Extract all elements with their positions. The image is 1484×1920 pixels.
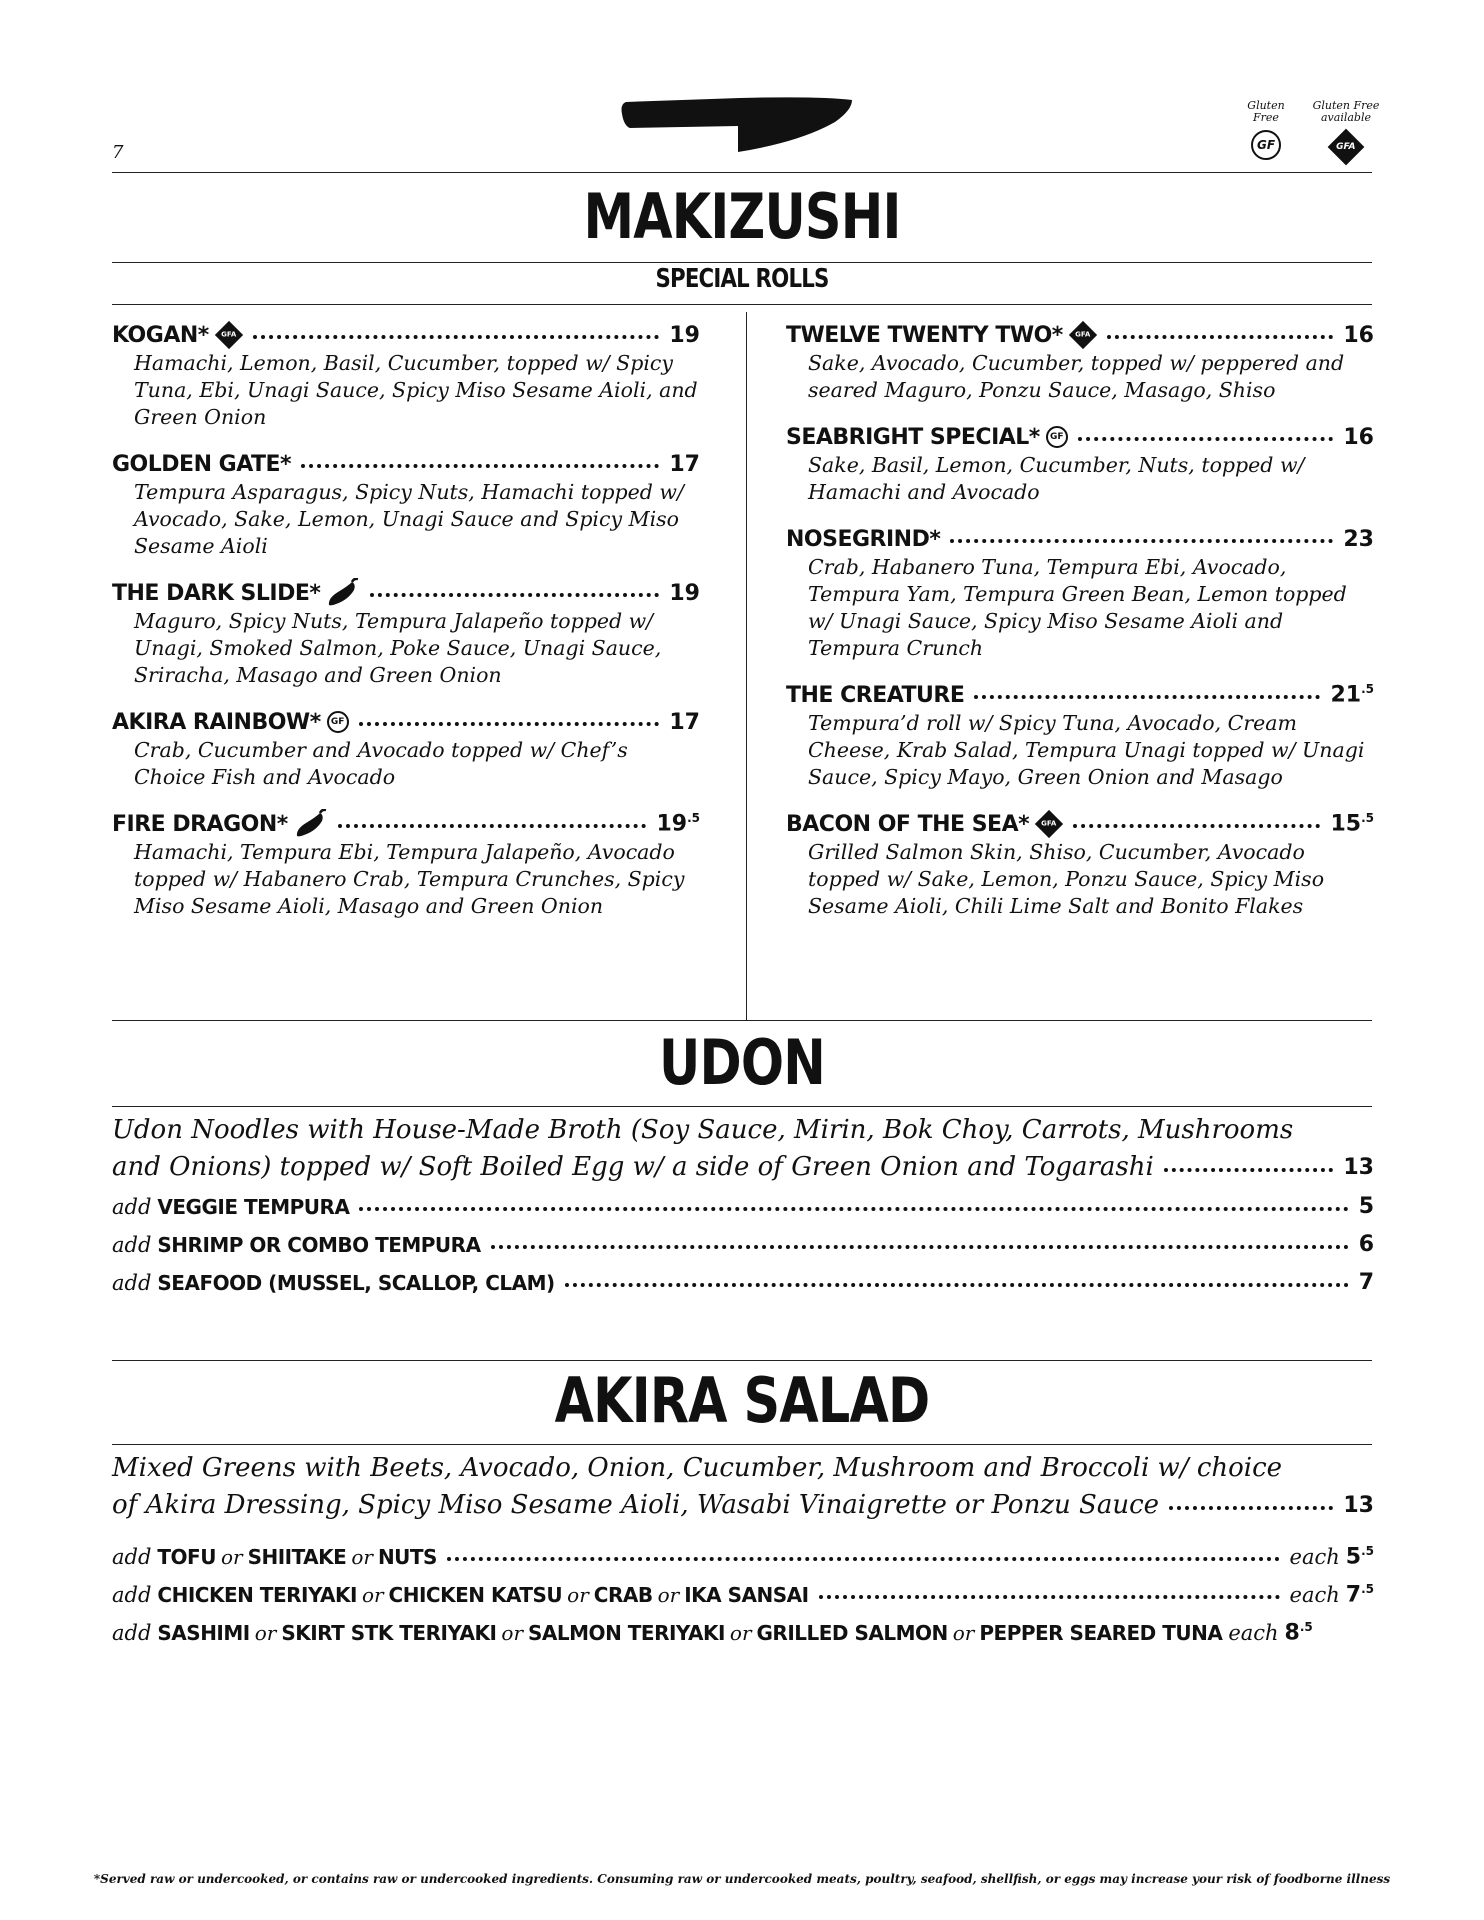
item-name: KOGAN* <box>112 322 209 348</box>
menu-item <box>112 578 700 689</box>
special-rolls-subtitle: SPECIAL ROLLS <box>655 264 829 294</box>
knife-icon <box>620 92 856 154</box>
item-name: NOSEGRIND* <box>786 526 941 552</box>
rolls-left-column <box>112 320 700 938</box>
item-price: 16 <box>1343 322 1374 348</box>
udon-addon: add SHRIMP OR COMBO TEMPURA 6 <box>112 1232 1374 1257</box>
menu-item <box>112 449 700 560</box>
item-description: Tempura’d roll w/ Spicy Tuna, Avocado, Cream Cheese, Krab Salad, Tempura Unagi topped w/ Unagi Sauce, Spicy Mayo, Green Onion and Masago <box>808 711 1365 789</box>
item-price: 16 <box>1343 424 1374 450</box>
gfa-icon: GFA <box>1069 321 1097 349</box>
rolls-right-column <box>786 320 1374 938</box>
item-name: FIRE DRAGON* <box>112 811 288 837</box>
item-name: BACON OF THE SEA* <box>786 811 1030 837</box>
makizushi-title: MAKIZUSHI <box>583 180 901 253</box>
item-name: THE CREATURE <box>786 682 965 708</box>
salad-addon: add CHICKEN TERIYAKI or CHICKEN KATSU or CRAB or IKA SANSAI each $7^{.5}$ <box>112 1582 1374 1608</box>
menu-item <box>786 809 1374 920</box>
page-number: 7 <box>112 142 124 163</box>
item-price: $21^{.5}$ <box>1330 682 1374 708</box>
gfa-icon: GFA <box>1328 129 1365 166</box>
item-name: TWELVE TWENTY TWO* <box>786 322 1063 348</box>
salad-description: Mixed Greens with Beets, Avocado, Onion, Cucumber, Mushroom and Broccoli w/ choice of Akira Dressing, Spicy Miso Sesame Aioli, Wasabi Vinaigrette or Ponzu Sauce 13 <box>112 1450 1374 1524</box>
item-description: Hamachi, Tempura Ebi, Tempura Jalapeño, Avocado topped w/ Habanero Crab, Tempura Crunches, Spicy Miso Sesame Aioli, Masago and Green Onion <box>134 840 685 918</box>
udon-description: Udon Noodles with House-Made Broth (Soy Sauce, Mirin, Bok Choy, Carrots, Mushrooms and Onions) topped w/ Soft Boiled Egg w/ a side of Green Onion and Togarashi 13 <box>112 1112 1374 1186</box>
menu-item <box>112 707 700 791</box>
item-price: $15^{.5}$ <box>1330 811 1374 837</box>
item-description: Maguro, Spicy Nuts, Tempura Jalapeño topped w/ Unagi, Smoked Salmon, Poke Sauce, Unagi Sauce, Sriracha, Masago and Green Onion <box>134 609 662 687</box>
item-price: 17 <box>669 709 700 735</box>
gluten-free-available-legend <box>1306 100 1386 160</box>
gf-icon: GF <box>1251 130 1281 160</box>
udon-addon: add SEAFOOD (MUSSEL, SCALLOP, CLAM) 7 <box>112 1270 1374 1295</box>
salad-addon: add SASHIMI or SKIRT STK TERIYAKI or SALMON TERIYAKI or GRILLED SALMON or PEPPER SEARED TUNA each $8^{.5}$ <box>112 1620 1313 1646</box>
salad-price: 13 <box>1343 1493 1374 1518</box>
item-description: Sake, Avocado, Cucumber, topped w/ peppered and seared Maguro, Ponzu Sauce, Masago, Shiso <box>808 351 1345 402</box>
menu-item <box>786 524 1374 662</box>
item-name: AKIRA RAINBOW* <box>112 709 321 735</box>
item-description: Sake, Basil, Lemon, Cucumber, Nuts, topped w/ Hamachi and Avocado <box>808 453 1305 504</box>
menu-item <box>786 422 1374 506</box>
item-price: $19^{.5}$ <box>656 811 700 837</box>
gf-icon: GF <box>1046 426 1068 448</box>
menu-item <box>112 320 700 431</box>
item-price: 23 <box>1343 526 1374 552</box>
gluten-free-label: Gluten Free <box>1247 99 1285 124</box>
menu-item <box>786 320 1374 404</box>
salad-addon: add TOFU or SHIITAKE or NUTS each $5^{.5}$ <box>112 1544 1374 1570</box>
udon-title: UDON <box>659 1026 825 1099</box>
item-description: Crab, Cucumber and Avocado topped w/ Chef’s Choice Fish and Avocado <box>134 738 628 789</box>
item-description: Crab, Habanero Tuna, Tempura Ebi, Avocado, Tempura Yam, Tempura Green Bean, Lemon topped w/ Unagi Sauce, Spicy Miso Sesame Aioli and Tempura Crunch <box>808 555 1347 660</box>
udon-addon: add VEGGIE TEMPURA 5 <box>112 1194 1374 1219</box>
akira-salad-title: AKIRA SALAD <box>554 1364 930 1437</box>
menu-item <box>786 680 1374 791</box>
item-name: GOLDEN GATE* <box>112 451 292 477</box>
gfa-icon: GFA <box>215 321 243 349</box>
udon-price: 13 <box>1343 1155 1374 1180</box>
column-divider <box>746 312 747 1020</box>
item-description: Tempura Asparagus, Spicy Nuts, Hamachi topped w/ Avocado, Sake, Lemon, Unagi Sauce and Spicy Miso Sesame Aioli <box>134 480 684 558</box>
gfa-icon: GFA <box>1035 810 1063 838</box>
chili-pepper-icon <box>326 578 360 608</box>
chili-pepper-icon <box>294 809 328 839</box>
gluten-free-available-label: Gluten Free available <box>1312 99 1380 124</box>
item-description: Hamachi, Lemon, Basil, Cucumber, topped w/ Spicy Tuna, Ebi, Unagi Sauce, Spicy Miso Sesame Aioli, and Green Onion <box>134 351 698 429</box>
gluten-free-legend <box>1226 100 1306 160</box>
raw-food-disclaimer: *Served raw or undercooked, or contains raw or undercooked ingredients. Consuming raw or undercooked meats, poultry, seafood, shellfish, or eggs may increase your risk of foodborne illness <box>93 1872 1391 1886</box>
item-name: SEABRIGHT SPECIAL* <box>786 424 1040 450</box>
item-price: 17 <box>669 451 700 477</box>
item-price: 19 <box>669 322 700 348</box>
item-name: THE DARK SLIDE* <box>112 580 321 606</box>
gf-icon: GF <box>327 711 349 733</box>
menu-item <box>112 809 700 920</box>
item-description: Grilled Salmon Skin, Shiso, Cucumber, Avocado topped w/ Sake, Lemon, Ponzu Sauce, Spicy Miso Sesame Aioli, Chili Lime Salt and Bonito Flakes <box>808 840 1325 918</box>
item-price: 19 <box>669 580 700 606</box>
